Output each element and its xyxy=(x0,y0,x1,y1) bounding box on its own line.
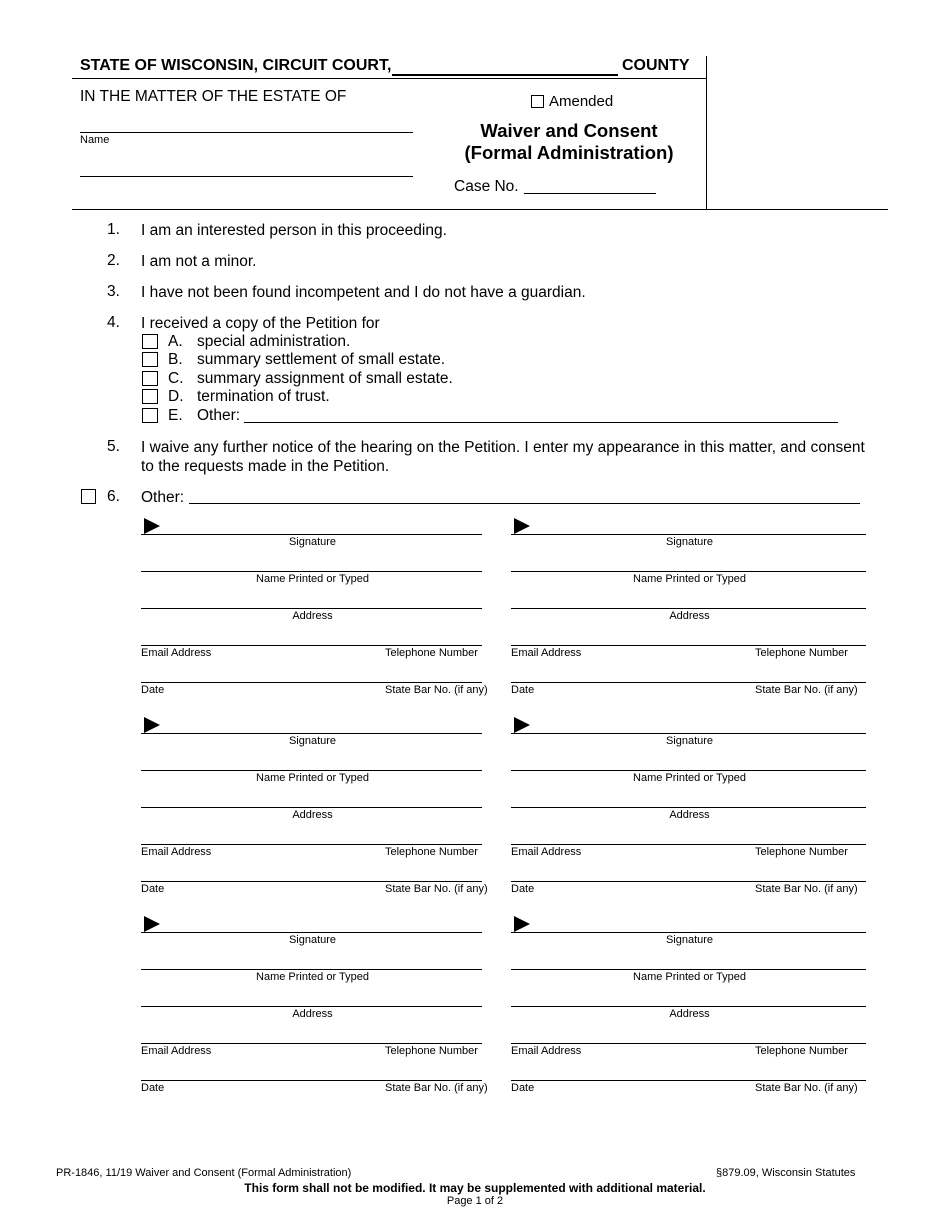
name-printed-line-4[interactable] xyxy=(511,770,866,771)
address-line-1[interactable] xyxy=(141,608,482,609)
item-2-number: 2. xyxy=(107,252,120,269)
signature-label: Signature xyxy=(665,735,714,747)
item-6-other-field[interactable] xyxy=(189,503,860,504)
item-5-number: 5. xyxy=(107,438,120,455)
telephone-label: Telephone Number xyxy=(385,846,478,858)
signature-line-4[interactable] xyxy=(511,733,866,734)
telephone-label: Telephone Number xyxy=(755,846,848,858)
address-label: Address xyxy=(669,1008,710,1020)
email-label: Email Address xyxy=(511,846,582,858)
option-c-text: summary assignment of small estate. xyxy=(197,370,453,387)
signature-label: Signature xyxy=(288,735,337,747)
address-line-4[interactable] xyxy=(511,807,866,808)
option-e-text: Other: xyxy=(197,407,241,424)
email-label: Email Address xyxy=(141,846,212,858)
date-bar-line-5[interactable] xyxy=(141,1080,482,1081)
item-3-text: I have not been found incompetent and I do not have a guardian. xyxy=(141,284,586,301)
case-no-label: Case No. xyxy=(454,178,519,195)
option-e-checkbox[interactable] xyxy=(142,408,158,423)
date-label: Date xyxy=(511,684,535,696)
address-label: Address xyxy=(292,809,333,821)
option-d-letter: D. xyxy=(168,388,184,405)
signature-arrow-icon xyxy=(144,717,160,733)
court-label: STATE OF WISCONSIN, CIRCUIT COURT, xyxy=(80,57,392,74)
form-title xyxy=(440,120,698,164)
email-phone-line-3[interactable] xyxy=(141,844,482,845)
signature-arrow-icon xyxy=(144,518,160,534)
name-printed-label: Name Printed or Typed xyxy=(256,772,369,784)
option-a-letter: A. xyxy=(168,333,183,350)
header-rule-bottom xyxy=(72,209,888,210)
signature-arrow-icon xyxy=(514,518,530,534)
signature-label: Signature xyxy=(665,536,714,548)
item-4-number: 4. xyxy=(107,314,120,331)
telephone-label: Telephone Number xyxy=(385,1045,478,1057)
email-phone-line-4[interactable] xyxy=(511,844,866,845)
date-label: Date xyxy=(141,684,165,696)
signature-line-3[interactable] xyxy=(141,733,482,734)
item-4-text: I received a copy of the Petition for xyxy=(141,315,380,332)
footer-notice: This form shall not be modified. It may be supplemented with additional material. xyxy=(244,1181,706,1195)
signature-line-2[interactable] xyxy=(511,534,866,535)
signature-line-5[interactable] xyxy=(141,932,482,933)
email-label: Email Address xyxy=(141,647,212,659)
option-e-letter: E. xyxy=(168,407,183,424)
signature-label: Signature xyxy=(288,934,337,946)
case-no-field[interactable] xyxy=(524,193,656,194)
option-b-checkbox[interactable] xyxy=(142,352,158,367)
item-6-text: Other: xyxy=(141,489,185,506)
telephone-label: Telephone Number xyxy=(755,1045,848,1057)
option-c-letter: C. xyxy=(168,370,184,387)
address-line-5[interactable] xyxy=(141,1006,482,1007)
name-printed-label: Name Printed or Typed xyxy=(256,573,369,585)
date-bar-line-6[interactable] xyxy=(511,1080,866,1081)
address-line-3[interactable] xyxy=(141,807,482,808)
email-label: Email Address xyxy=(511,1045,582,1057)
statute-reference: §879.09, Wisconsin Statutes xyxy=(716,1167,856,1179)
form-id: PR-1846, 11/19 Waiver and Consent (Formal Administration) xyxy=(56,1167,352,1179)
email-label: Email Address xyxy=(141,1045,212,1057)
amended-checkbox[interactable] xyxy=(531,95,544,108)
email-phone-line-6[interactable] xyxy=(511,1043,866,1044)
date-bar-line-3[interactable] xyxy=(141,881,482,882)
page-number: Page 1 of 2 xyxy=(446,1195,504,1207)
bar-number-label: State Bar No. (if any) xyxy=(755,883,858,895)
form-title-line2: (Formal Administration) xyxy=(464,142,674,163)
date-bar-line-1[interactable] xyxy=(141,682,482,683)
option-d-text: termination of trust. xyxy=(197,388,330,405)
option-e-other-field[interactable] xyxy=(244,422,838,423)
item-1-number: 1. xyxy=(107,221,120,238)
item-2-text: I am not a minor. xyxy=(141,253,257,270)
option-a-checkbox[interactable] xyxy=(142,334,158,349)
name-printed-label: Name Printed or Typed xyxy=(633,573,746,585)
item-6-checkbox[interactable] xyxy=(81,489,96,504)
name-printed-line-2[interactable] xyxy=(511,571,866,572)
email-label: Email Address xyxy=(511,647,582,659)
name-printed-label: Name Printed or Typed xyxy=(633,971,746,983)
name-label: Name xyxy=(80,134,110,146)
option-c-checkbox[interactable] xyxy=(142,371,158,386)
name-printed-line-1[interactable] xyxy=(141,571,482,572)
bar-number-label: State Bar No. (if any) xyxy=(385,684,488,696)
form-title-line1: Waiver and Consent xyxy=(480,120,658,141)
county-label: COUNTY xyxy=(622,57,690,74)
address-label: Address xyxy=(669,610,710,622)
header-rule-top xyxy=(72,78,706,79)
name-printed-line-3[interactable] xyxy=(141,770,482,771)
bar-number-label: State Bar No. (if any) xyxy=(755,1082,858,1094)
bar-number-label: State Bar No. (if any) xyxy=(385,883,488,895)
bar-number-label: State Bar No. (if any) xyxy=(385,1082,488,1094)
item-6-number: 6. xyxy=(107,488,120,505)
estate-name-field[interactable] xyxy=(80,132,413,133)
matter-label: IN THE MATTER OF THE ESTATE OF xyxy=(80,88,347,105)
date-label: Date xyxy=(141,883,165,895)
email-phone-line-5[interactable] xyxy=(141,1043,482,1044)
name-printed-label: Name Printed or Typed xyxy=(256,971,369,983)
option-b-letter: B. xyxy=(168,351,183,368)
name-printed-line-6[interactable] xyxy=(511,969,866,970)
address-label: Address xyxy=(292,1008,333,1020)
telephone-label: Telephone Number xyxy=(755,647,848,659)
date-label: Date xyxy=(511,1082,535,1094)
date-bar-line-4[interactable] xyxy=(511,881,866,882)
option-b-text: summary settlement of small estate. xyxy=(197,351,446,368)
name-printed-line-5[interactable] xyxy=(141,969,482,970)
option-a-text: special administration. xyxy=(197,333,351,350)
email-phone-line-2[interactable] xyxy=(511,645,866,646)
date-label: Date xyxy=(141,1082,165,1094)
address-line-2[interactable] xyxy=(511,608,866,609)
signature-label: Signature xyxy=(288,536,337,548)
amended-label: Amended xyxy=(549,93,614,110)
address-label: Address xyxy=(292,610,333,622)
email-phone-line-1[interactable] xyxy=(141,645,482,646)
date-bar-line-2[interactable] xyxy=(511,682,866,683)
address-line-6[interactable] xyxy=(511,1006,866,1007)
item-3-number: 3. xyxy=(107,283,120,300)
signature-arrow-icon xyxy=(514,717,530,733)
telephone-label: Telephone Number xyxy=(385,647,478,659)
header-right-divider xyxy=(706,56,707,210)
signature-arrow-icon xyxy=(144,916,160,932)
item-5-text: I waive any further notice of the hearing on the Petition. I enter my appearance in this matter, and consent to the requests made in the Petition. xyxy=(141,439,865,475)
signature-line-1[interactable] xyxy=(141,534,482,535)
item-1-text: I am an interested person in this proceeding. xyxy=(141,222,447,239)
signature-arrow-icon xyxy=(514,916,530,932)
estate-name-field-2[interactable] xyxy=(80,176,413,177)
bar-number-label: State Bar No. (if any) xyxy=(755,684,858,696)
county-name-field[interactable] xyxy=(392,74,618,76)
option-d-checkbox[interactable] xyxy=(142,389,158,404)
signature-line-6[interactable] xyxy=(511,932,866,933)
name-printed-label: Name Printed or Typed xyxy=(633,772,746,784)
address-label: Address xyxy=(669,809,710,821)
date-label: Date xyxy=(511,883,535,895)
signature-label: Signature xyxy=(665,934,714,946)
